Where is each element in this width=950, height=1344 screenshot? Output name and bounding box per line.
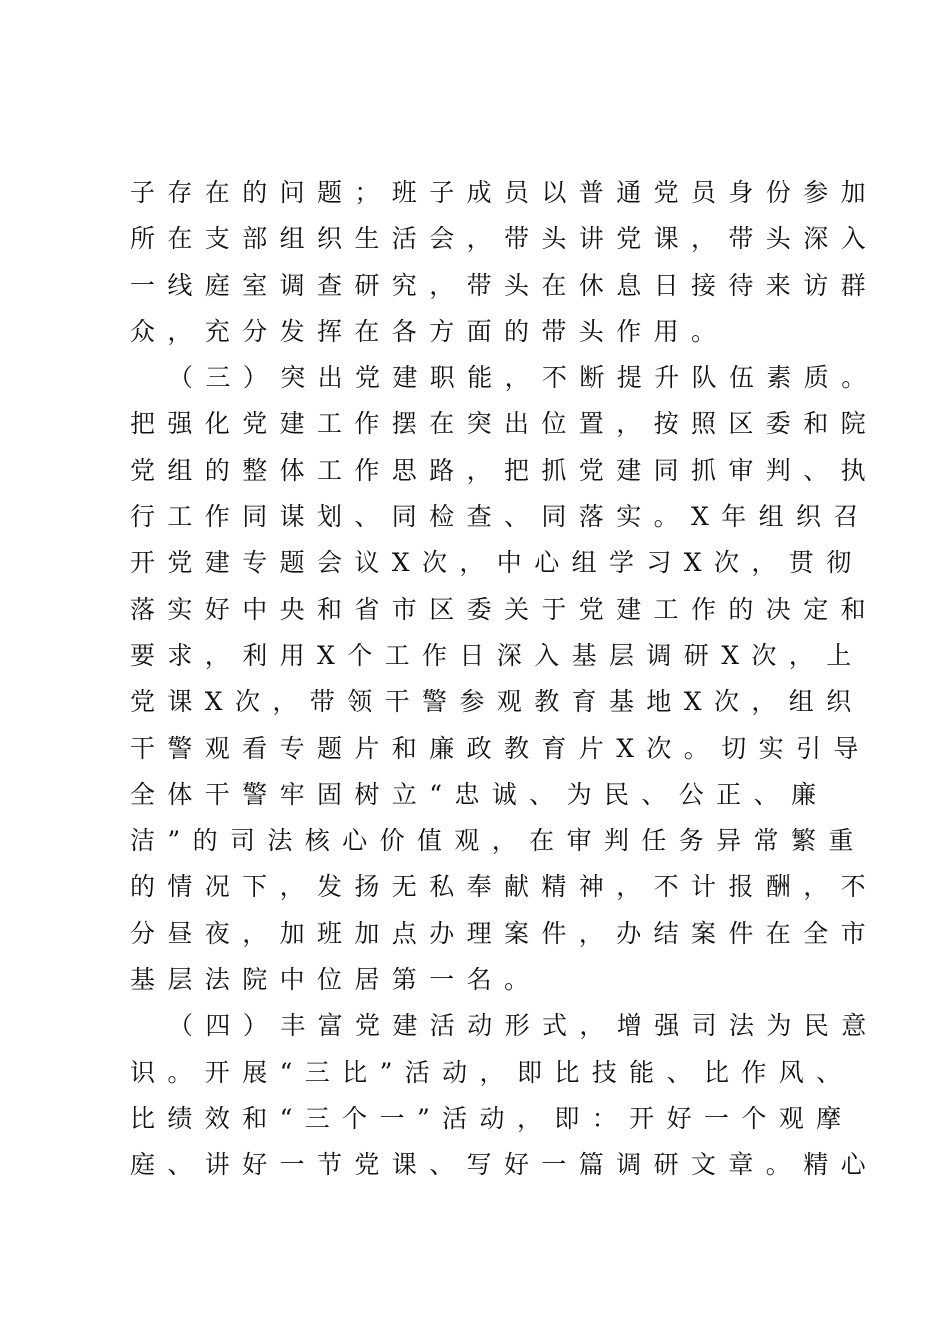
- text-line: 党组的整体工作思路，把抓党建同抓审判、执: [130, 455, 879, 485]
- text-line: 要求，利用X个工作日深入基层调研X次，上: [130, 640, 864, 670]
- text-line: 一线庭室调查研究，带头在休息日接待来访群: [130, 270, 879, 300]
- body-text: [130, 170, 879, 1189]
- section-heading-4: （四）丰富党建活动形式，增强司法为民意: [168, 1011, 879, 1041]
- text-line: 基层法院中位居第一名。: [130, 965, 542, 995]
- text-line: 众，充分发挥在各方面的带头作用。: [130, 316, 729, 346]
- text-line: 洁”的司法核心价值观，在审判任务异常繁重: [130, 826, 866, 856]
- text-line: 全体干警牢固树立“忠诚、为民、公正、廉: [130, 779, 829, 809]
- text-line: 落实好中央和省市区委关于党建工作的决定和: [130, 594, 879, 624]
- text-line: 分昼夜，加班加点办理案件，办结案件在全市: [130, 918, 879, 948]
- section-heading-3: （三）突出党建职能，不断提升队伍素质。: [168, 363, 879, 393]
- text-line: 庭、讲好一节党课、写好一篇调研文章。精心: [130, 1150, 879, 1180]
- text-line: 把强化党建工作摆在突出位置，按照区委和院: [130, 409, 879, 439]
- text-line: 比绩效和“三个一”活动，即：开好一个观摩: [130, 1103, 854, 1133]
- text-line: 的情况下，发扬无私奉献精神，不计报酬，不: [130, 872, 879, 902]
- text-line: 行工作同谋划、同检查、同落实。X年组织召: [130, 502, 871, 532]
- text-line: 子存在的问题；班子成员以普通党员身份参加: [130, 178, 879, 207]
- text-line: 所在支部组织生活会，带头讲党课，带头深入: [130, 224, 879, 254]
- text-line: 党课X次，带领干警参观教育基地X次，组织: [130, 687, 864, 717]
- text-line: 干警观看专题片和廉政教育片X次。切实引导: [130, 733, 871, 763]
- text-line: 开党建专题会议X次，中心组学习X次，贯彻: [130, 548, 864, 578]
- text-line: 识。开展“三比”活动，即比技能、比作风、: [130, 1057, 854, 1087]
